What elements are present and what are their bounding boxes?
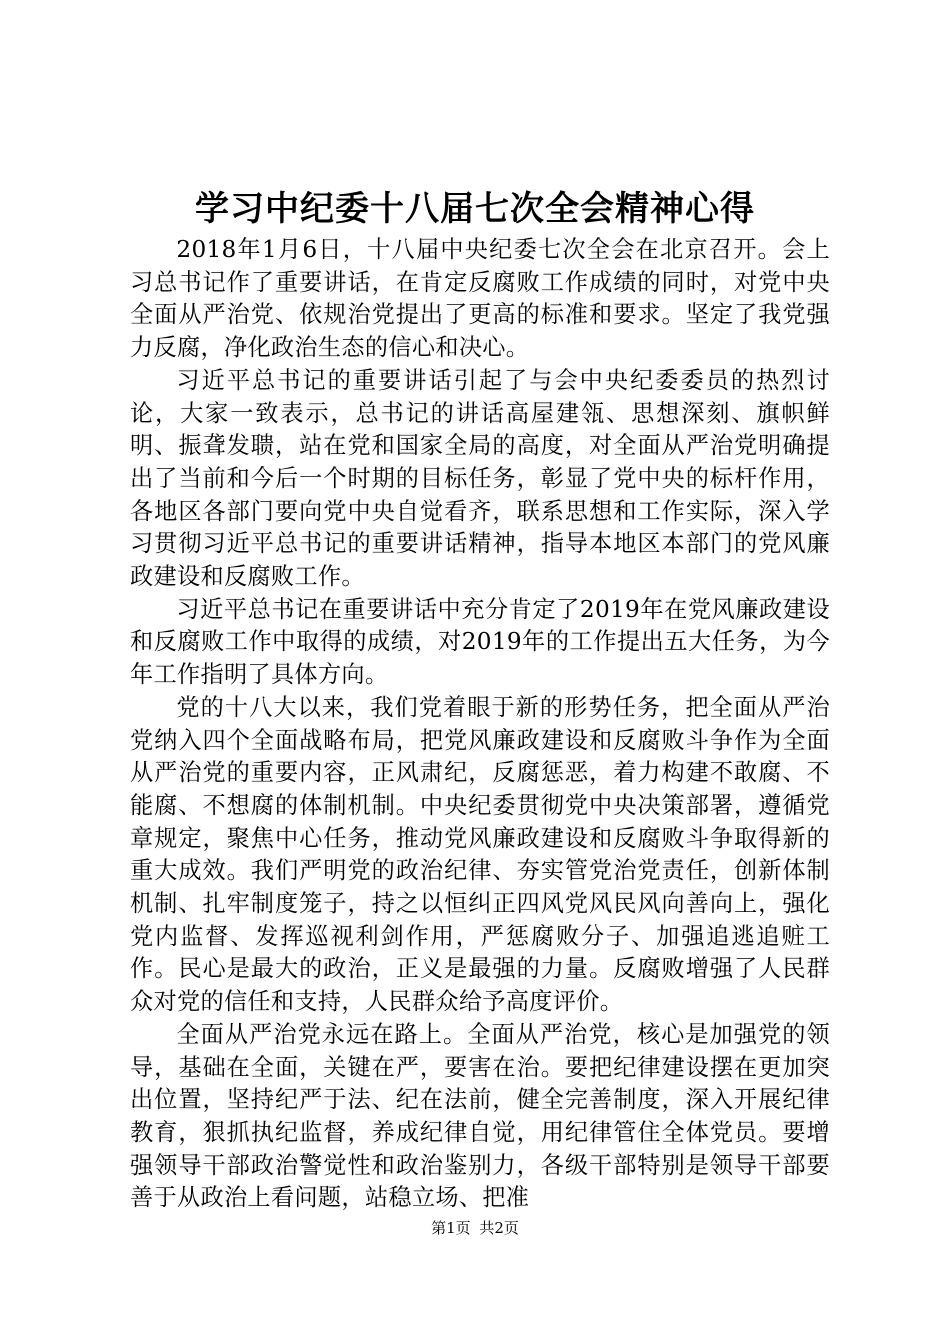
page-footer	[0, 1218, 950, 1238]
paragraph: 习近平总书记在重要讲话中充分肯定了2019年在党风廉政建设和反腐败工作中取得的成绩，对2019年的工作提出五大任务，为今年工作指明了具体方向。	[130, 595, 830, 689]
paragraph: 全面从严治党永远在路上。全面从严治党，核心是加强党的领导，基础在全面，关键在严，要害在治。要把纪律建设摆在更加突出位置，坚持纪严于法、纪在法前，健全完善制度，深入开展纪律教育，狠抓执纪监督，养成纪律自觉，用纪律管住全体党员。要增强领导干部政治警觉性和政治鉴别力，各级干部特别是领导干部要善于从政治上看问题，站稳立场、把准	[130, 1020, 830, 1212]
page-number: 第1页	[431, 1219, 471, 1237]
paragraph: 党的十八大以来，我们党着眼于新的形势任务，把全面从严治党纳入四个全面战略布局，把党风廉政建设和反腐败斗争作为全面从严治党的重要内容，正风肃纪，反腐惩恶，着力构建不敢腐、不能腐、不想腐的体制机制。中央纪委贯彻党中央决策部署，遵循党章规定，聚焦中心任务，推动党风廉政建设和反腐败斗争取得新的重大成效。我们严明党的政治纪律、夯实管党治党责任，创新体制机制、扎牢制度笼子，持之以恒纠正四风党风民风向善向上，强化党内监督、发挥巡视利剑作用，严惩腐败分子、加强追逃追赃工作。民心是最大的政治，正义是最强的力量。反腐败增强了人民群众对党的信任和支持，人民群众给予高度评价。	[130, 693, 830, 1016]
paragraph: 2018年1月6日，十八届中央纪委七次全会在北京召开。会上习总书记作了重要讲话，在肯定反腐败工作成绩的同时，对党中央全面从严治党、依规治党提出了更高的标准和要求。坚定了我党强力反腐，净化政治生态的信心和决心。	[130, 236, 830, 362]
page-total: 共2页	[479, 1219, 519, 1237]
document-title: 学习中纪委十八届七次全会精神心得	[195, 189, 755, 229]
document-body	[130, 234, 830, 1215]
paragraph: 习近平总书记的重要讲话引起了与会中央纪委委员的热烈讨论，大家一致表示，总书记的讲话高屋建瓴、思想深刻、旗帜鲜明、振聋发聩，站在党和国家全局的高度，对全面从严治党明确提出了当前和今后一个时期的目标任务，彰显了党中央的标杆作用，各地区各部门要向党中央自觉看齐，联系思想和工作实际，深入学习贯彻习近平总书记的重要讲话精神，指导本地区本部门的党风廉政建设和反腐败工作。	[130, 366, 830, 591]
